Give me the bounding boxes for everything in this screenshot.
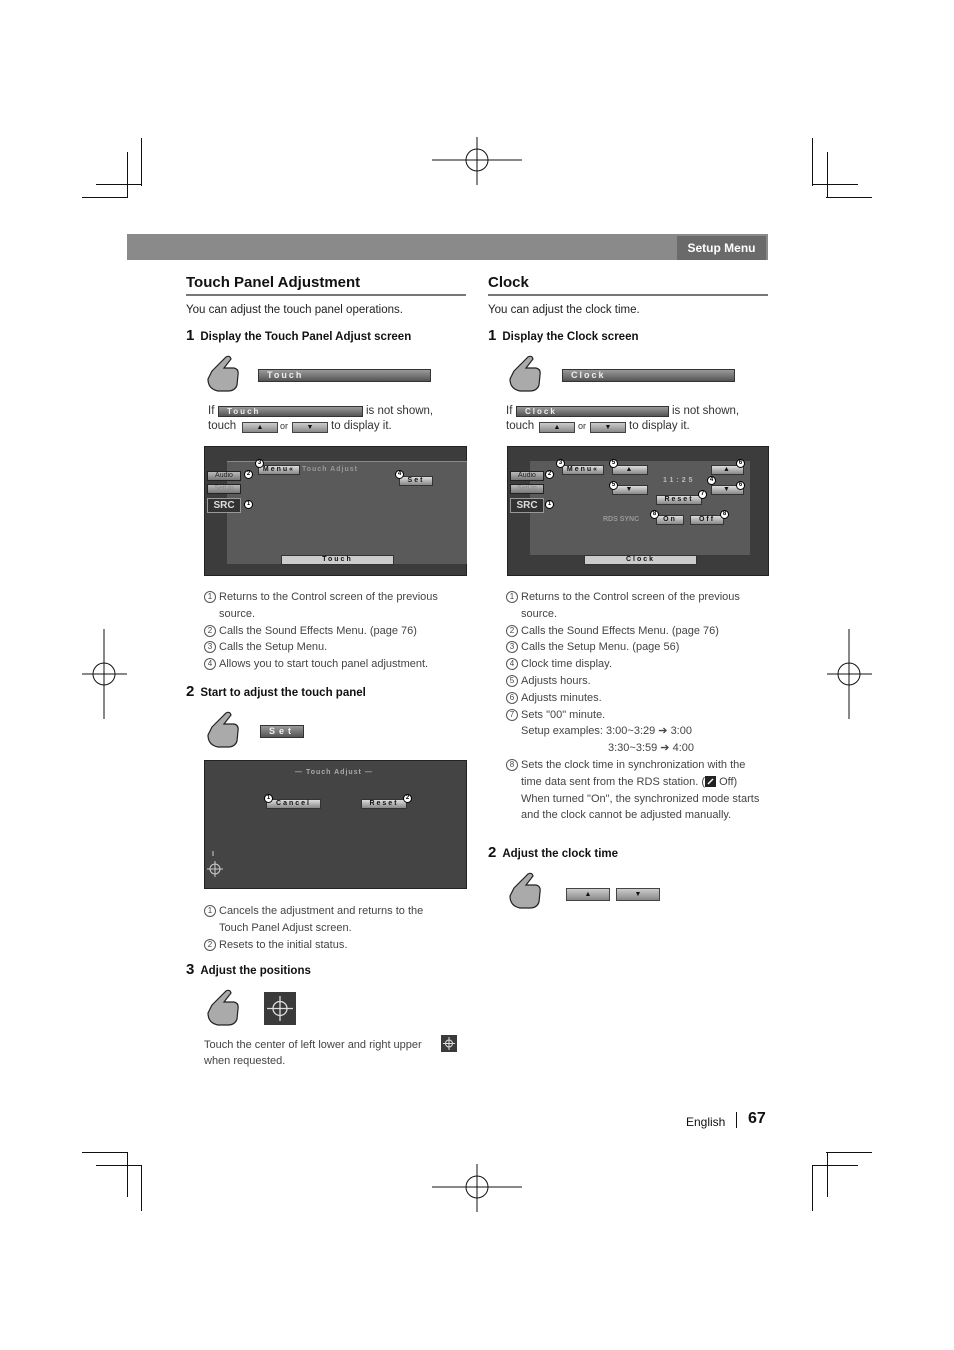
set-button[interactable]: Set xyxy=(399,476,433,486)
crop-mark xyxy=(826,197,872,198)
touch-button-small[interactable]: Touch xyxy=(218,406,363,417)
src-button[interactable]: SRC xyxy=(207,498,241,513)
step-3: 3 Adjust the positions xyxy=(186,961,311,978)
up-button[interactable]: ▲ xyxy=(566,888,610,901)
description-list: 1 Cancels the adjustment and returns to the Touch Panel Adjust screen. 2 Resets to the initial status. xyxy=(204,903,454,953)
hand-pointer-icon xyxy=(204,987,244,1027)
registration-mark xyxy=(432,1142,522,1232)
crop-mark xyxy=(827,1152,828,1197)
hand-pointer-icon xyxy=(506,870,546,910)
crop-mark xyxy=(812,1165,858,1166)
hand-pointer-icon xyxy=(204,353,244,393)
minute-down-button[interactable]: ▼ xyxy=(711,485,744,495)
clock-screen: Audio SetUp SRC Menu« ▲ ▼ 11:25 ▲ ▼ Reset RDS SYNC On Off Clock 1 2 3 4 5 5 6 6 7 8 8 xyxy=(507,446,769,576)
description-list: 1 Returns to the Control screen of the previous source. 2 Calls the Sound Effects Menu. (page 76) 3 Calls the Setup Menu. 4 Allows you to start touch panel adjustment. xyxy=(204,589,464,673)
scroll-down-button[interactable]: ▼ xyxy=(292,422,328,433)
scroll-down-button[interactable]: ▼ xyxy=(590,422,626,433)
audio-button[interactable]: Audio xyxy=(510,471,544,481)
down-button[interactable]: ▼ xyxy=(616,888,660,901)
bottom-tab: Touch xyxy=(281,555,394,565)
setup-button[interactable]: SetUp xyxy=(510,484,544,494)
bottom-tab: Clock xyxy=(584,555,697,565)
crop-mark xyxy=(141,138,142,186)
crop-mark xyxy=(96,184,142,185)
crop-mark xyxy=(96,1165,142,1166)
src-button[interactable]: SRC xyxy=(510,498,544,513)
scroll-up-button[interactable]: ▲ xyxy=(242,422,278,433)
intro-text: You can adjust the touch panel operations. xyxy=(186,304,403,316)
hand-pointer-icon xyxy=(204,709,244,749)
hand-pointer-icon xyxy=(506,353,546,393)
time-display: 11:25 xyxy=(663,477,696,484)
clock-button[interactable]: Clock xyxy=(562,369,735,382)
menu-button[interactable]: Menu« xyxy=(562,465,604,475)
hour-up-button[interactable]: ▲ xyxy=(612,465,648,475)
crop-mark xyxy=(812,138,813,186)
crop-mark xyxy=(141,1165,142,1211)
minute-up-button[interactable]: ▲ xyxy=(711,465,744,475)
menu-button[interactable]: Menu« xyxy=(258,465,300,475)
touch-adjust-cancel-screen: — Touch Adjust — Cancel Reset 1 2 xyxy=(204,760,467,889)
cancel-button[interactable]: Cancel xyxy=(266,799,321,809)
header-bar xyxy=(127,234,768,260)
crop-mark xyxy=(812,1165,813,1211)
step-1: 1 Display the Touch Panel Adjust screen xyxy=(186,327,412,344)
crop-mark xyxy=(127,1152,128,1197)
registration-mark xyxy=(827,629,917,719)
step-1: 1 Display the Clock screen xyxy=(488,327,639,344)
step-2: 2 Adjust the clock time xyxy=(488,844,619,861)
setup-button[interactable]: SetUp xyxy=(207,484,241,494)
audio-button[interactable]: Audio xyxy=(207,471,241,481)
crop-mark xyxy=(826,1152,872,1153)
scroll-up-button[interactable]: ▲ xyxy=(539,422,575,433)
touch-adjust-screen: Audio SetUp SRC Menu« Touch Adjust Set Touch 1 2 3 4 xyxy=(204,446,467,576)
reset-button[interactable]: Reset xyxy=(656,495,702,505)
registration-mark xyxy=(82,629,172,719)
crop-mark xyxy=(827,152,828,198)
rds-off-button[interactable]: Off xyxy=(690,515,724,525)
description-list: 1 Returns to the Control screen of the previous source. 2 Calls the Sound Effects Menu. (page 76) 3 Calls the Setup Menu. (page 56) 4 Clock time display. 5 Adjusts hours. 6 Adjusts minutes. 7 Sets "00" minute. Setup examples: 3:00~3:29 ➔ 3:00 3:30~3:59 ➔ 4:00 8 Sets the clock time in synchronization with the time data sent from the RDS station. ( Off) When turned "On", the synchronized mode starts and the clock cannot be adjusted manually. xyxy=(506,589,766,824)
hour-down-button[interactable]: ▼ xyxy=(612,485,648,495)
crop-mark xyxy=(82,1152,128,1153)
crosshair-small-icon xyxy=(441,1035,457,1052)
crop-mark xyxy=(82,197,128,198)
intro-text: You can adjust the clock time. xyxy=(488,304,640,316)
rds-on-button[interactable]: On xyxy=(656,515,684,525)
crop-mark xyxy=(812,184,858,185)
clock-button-small[interactable]: Clock xyxy=(516,406,669,417)
section-title: Clock xyxy=(488,272,768,296)
section-tab: Setup Menu xyxy=(677,236,766,260)
crosshair-icon xyxy=(207,851,223,879)
page-number: 67 xyxy=(748,1110,766,1127)
crop-mark xyxy=(127,152,128,198)
registration-mark xyxy=(432,115,522,205)
crosshair-target-icon[interactable] xyxy=(264,992,296,1025)
step-2: 2 Start to adjust the touch panel xyxy=(186,683,366,700)
edit-icon xyxy=(705,776,716,787)
reset-button[interactable]: Reset xyxy=(361,799,407,809)
language-label: English xyxy=(686,1115,726,1129)
set-button[interactable]: Set xyxy=(260,725,304,738)
section-title: Touch Panel Adjustment xyxy=(186,272,466,296)
touch-button[interactable]: Touch xyxy=(258,369,431,382)
